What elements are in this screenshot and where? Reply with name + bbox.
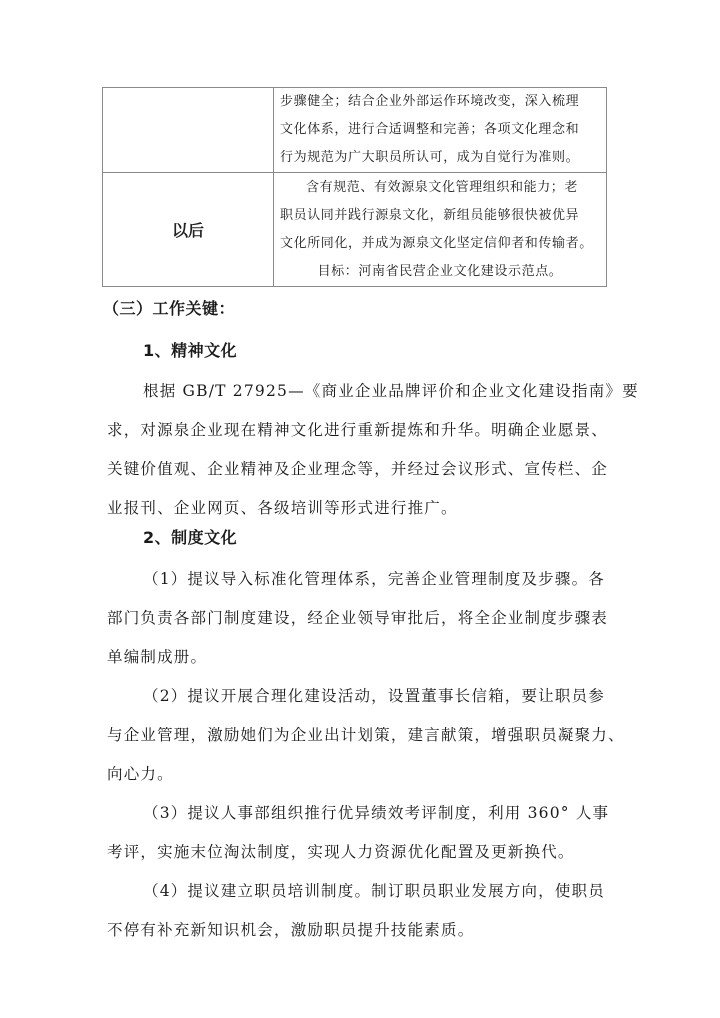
culture-plan-table [102,87,607,287]
paragraph-line: （4）提议建立职员培训制度。制订职员职业发展方向，使职员 [143,882,605,900]
cell-line: 含有规范、有效源泉文化管理组织和能力；老 [306,179,579,195]
stage-label-cell [103,88,274,173]
paragraph-line: 业报刊、企业网页、各级培训等形式进行推广。 [107,499,458,517]
paragraph-line: 关键价值观、企业精神及企业理念等，并经过会议形式、宣传栏、企 [107,460,609,478]
paragraph-line: 根据 GB/T 27925—《商业企业品牌评价和企业文化建设指南》要 [143,382,639,400]
paragraph-line: 与企业管理，激励她们为企业出计划策，建言献策，增强职员凝聚力、 [107,726,625,744]
stage-content-cell [274,173,607,287]
paragraph-line: 部门负责各部门制度建设，经企业领导审批后，将全企业制度步骤表 [107,609,609,627]
paragraph-line: 考评，实施末位淘汰制度，实现人力资源优化配置及更新换代。 [107,843,575,861]
cell-line: 文化体系，进行合适调整和完善；各项文化理念和 [280,122,580,137]
subsection-heading-spiritual: 1、精神文化 [143,341,238,360]
cell-line: 步骤健全；结合企业外部运作环境改变，深入梳理 [280,94,580,109]
cell-line: 职员认同并践行源泉文化，新组员能够很快被优异 [280,207,580,223]
paragraph-line: 向心力。 [107,765,174,783]
section-heading: （三）工作关键： [103,299,236,318]
paragraph-line: （3）提议人事部组织推行优异绩效考评制度，利用 360° 人事 [143,804,610,822]
cell-line: 行为规范为广大职员所认可，成为自觉行为准则。 [280,150,580,165]
stage-content-cell [274,88,607,173]
table-row [103,88,607,173]
paragraph-line: 求，对源泉企业现在精神文化进行重新提炼和升华。明确企业愿景、 [107,421,609,439]
subsection-heading-institutional: 2、制度文化 [143,528,238,547]
stage-label-cell: 以后 [103,173,274,287]
cell-line: 文化所同化，并成为源泉文化坚定信仰者和传输者。 [280,235,593,251]
table-row [103,173,607,287]
cell-line-goal: 目标：河南省民营企业文化建设示范点。 [317,263,563,279]
paragraph-line: 不停有补充新知识机会，激励职员提升技能素质。 [107,921,475,939]
paragraph-line: 单编制成册。 [107,648,208,666]
paragraph-line: （1）提议导入标准化管理体系，完善企业管理制度及步骤。各 [143,570,605,588]
paragraph-line: （2）提议开展合理化建设活动，设置董事长信箱，要让职员参 [143,687,605,705]
